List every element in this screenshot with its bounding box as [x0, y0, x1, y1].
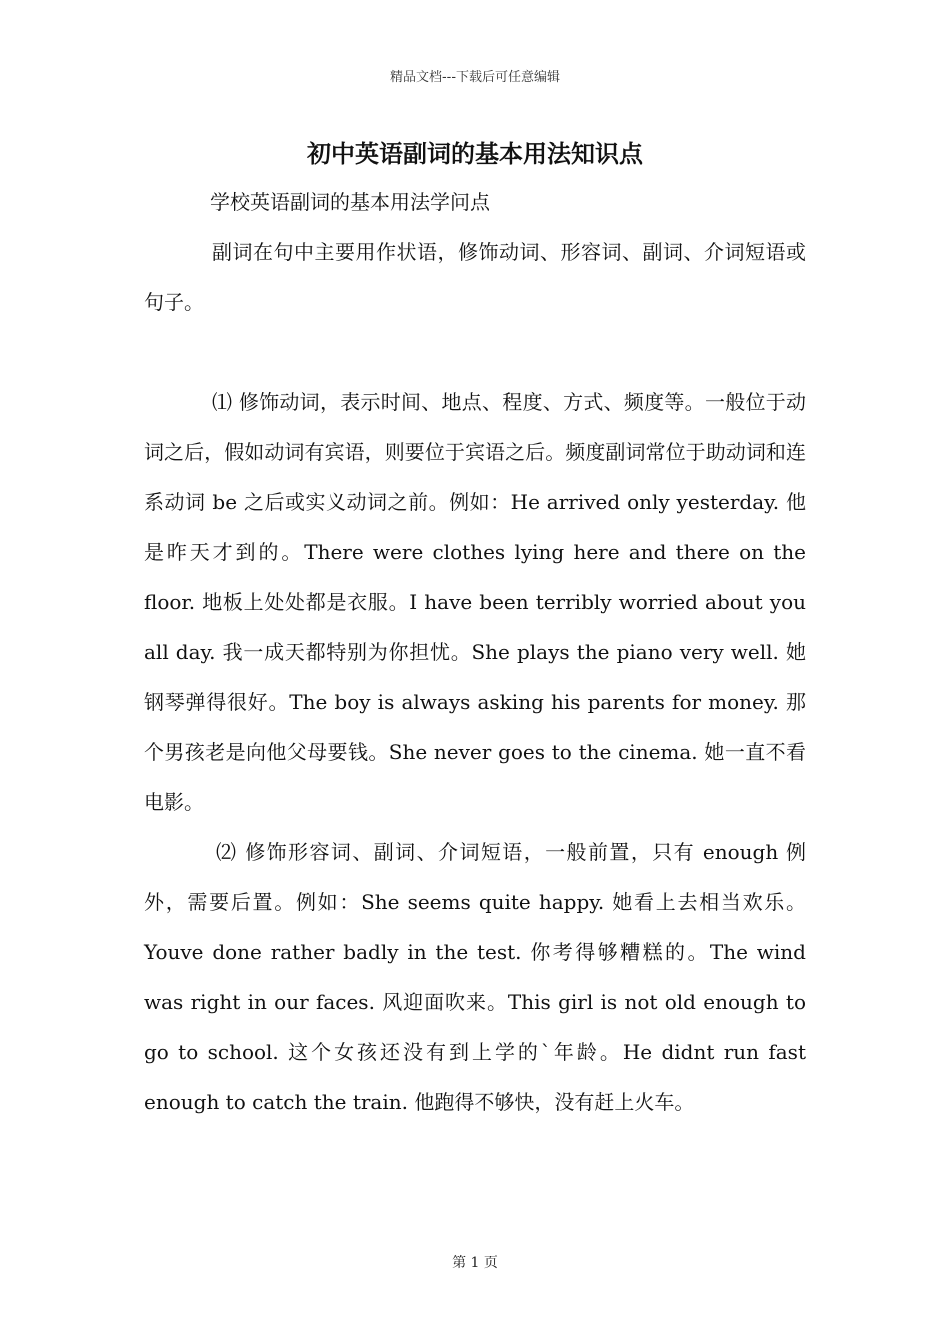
subtitle-paragraph: 学校英语副词的基本用法学问点 — [210, 190, 490, 214]
paragraph-2: ⑵ 修饰形容词、副词、介词短语，一般前置，只有 enough 例外，需要后置。例如：She seems quite happy. 她看上去相当欢乐。Youve done rather badly in the test. 你考得够糟糕的。The wind was right in our faces. 风迎面吹来。This girl is not old enough to go to school. 这个女孩还没有到上学的`年龄。He didnt run fast enough to catch the train. 他跑得不够快，没有赶上火车。 — [144, 840, 806, 1114]
document-body — [144, 177, 806, 1127]
paragraph-1: ⑴ 修饰动词，表示时间、地点、程度、方式、频度等。一般位于动词之后，假如动词有宾语，则要位于宾语之后。频度副词常位于助动词和连系动词 be 之后或实义动词之前。例如：He arrived only yesterday. 他是昨天才到的。There were clothes lying here and there on the floor. 地板上处处都是衣服。I have been terribly worried about you all day. 我一成天都特别为你担忧。She plays the piano very well. 她钢琴弹得很好。The boy is always asking his parents for money. 那个男孩老是向他父母要钱。She never goes to the cinema. 她一直不看电影。 — [144, 390, 806, 814]
intro-paragraph: 副词在句中主要用作状语，修饰动词、形容词、副词、介词短语或句子。 — [144, 240, 806, 314]
blank-line — [144, 327, 806, 377]
page-header: 精品文档---下载后可任意编辑 — [389, 70, 561, 85]
page-number: 第 1 页 — [452, 1255, 498, 1271]
document-title: 初中英语副词的基本用法知识点 — [307, 139, 643, 168]
